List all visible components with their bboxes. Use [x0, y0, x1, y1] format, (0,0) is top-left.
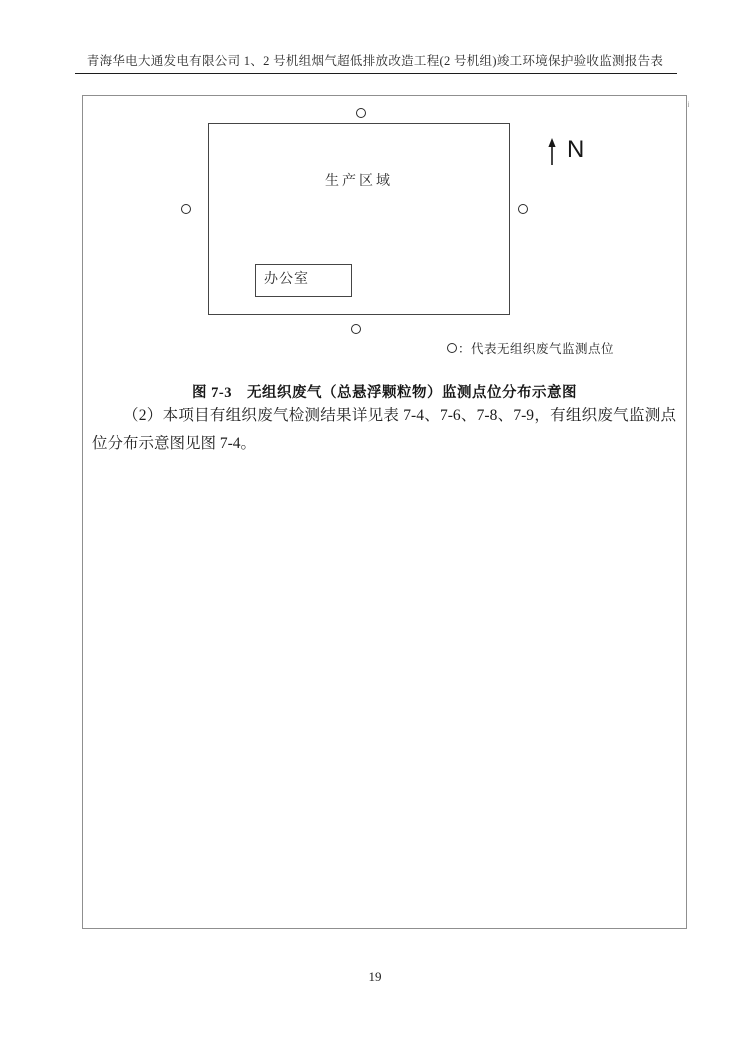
- north-label: N: [567, 136, 585, 163]
- diagram-legend: [447, 339, 614, 357]
- figure-caption: 图 7-3 无组织废气（总悬浮颗粒物）监测点位分布示意图: [192, 385, 577, 401]
- office-box: [255, 264, 352, 297]
- page-header-title: 青海华电大通发电有限公司 1、2 号机组烟气超低排放改造工程(2 号机组)竣工环境保护验收监测报告表: [86, 54, 664, 68]
- page-number: 19: [368, 969, 382, 984]
- monitoring-point-right: [518, 204, 528, 214]
- monitoring-point-top: [356, 108, 366, 118]
- north-compass: [546, 137, 584, 165]
- body-paragraph: （2）本项目有组织废气检测结果详见表 7-4、7-6、7-8、7-9，有组织废气监测点位分布示意图见图 7-4。: [92, 407, 676, 452]
- content-frame: [82, 95, 690, 929]
- header-divider: [75, 73, 677, 74]
- legend-text: ：代表无组织废气监测点位: [458, 342, 615, 356]
- production-area-box: [208, 123, 510, 315]
- legend-point-icon: [447, 343, 457, 353]
- stray-annotation-mark: ʲ: [688, 100, 690, 110]
- production-area-label: 生产区域: [325, 174, 393, 189]
- monitoring-point-left: [181, 204, 191, 214]
- office-label: 办公室: [264, 272, 309, 287]
- monitoring-point-bottom: [351, 324, 361, 334]
- north-arrow-icon: [546, 137, 558, 165]
